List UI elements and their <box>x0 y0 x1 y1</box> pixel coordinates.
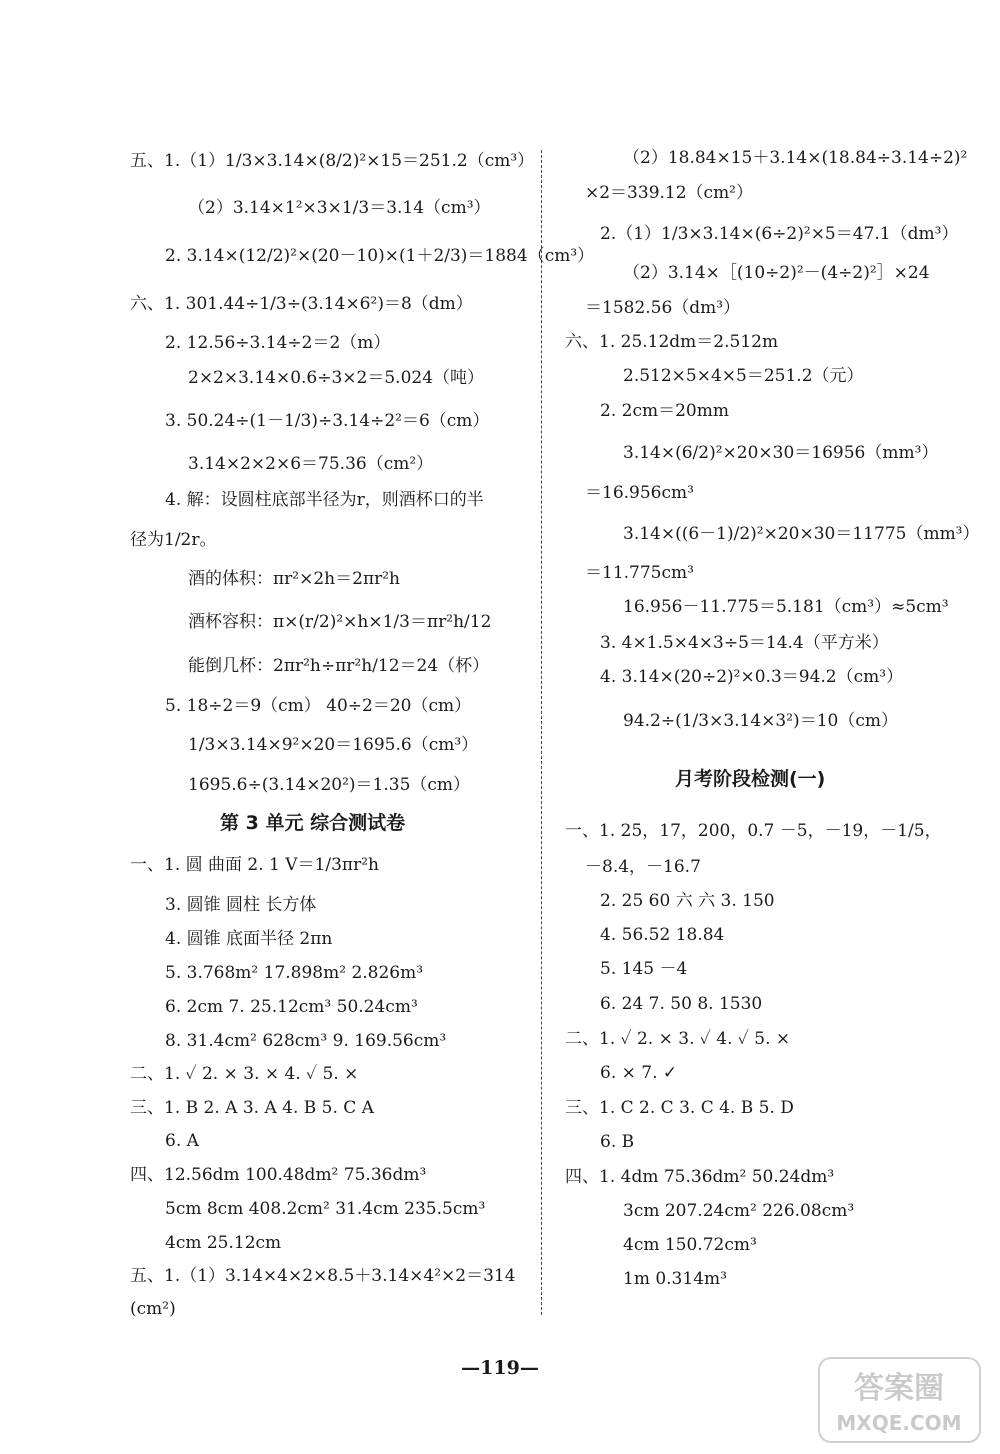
right-line: 2.512×5×4×5＝251.2（元） <box>623 366 864 386</box>
left-line: (cm²) <box>130 1299 176 1319</box>
section-title: 月考阶段检测(一) <box>675 768 826 790</box>
left-line: 能倒几杯：2πr²h÷πr²h/12＝24（杯） <box>188 656 490 676</box>
watermark-domain: MXQE.COM <box>836 1411 962 1435</box>
left-line: 径为1/2r。 <box>130 530 217 550</box>
left-line: 三、1. B 2. A 3. A 4. B 5. C A <box>130 1098 374 1118</box>
left-line: 四、12.56dm 100.48dm² 75.36dm³ <box>130 1165 427 1185</box>
right-line: 4cm 150.72cm³ <box>623 1235 757 1255</box>
right-line: 四、1. 4dm 75.36dm² 50.24dm³ <box>565 1167 835 1187</box>
left-line: 5. 3.768m² 17.898m² 2.826m³ <box>165 963 424 983</box>
left-line: 五、1.（1）1/3×3.14×(8/2)²×15＝251.2（cm³） <box>130 151 535 171</box>
right-line: 3cm 207.24cm² 226.08cm³ <box>623 1201 855 1221</box>
right-line: 1m 0.314m³ <box>623 1269 727 1289</box>
right-line: （2）3.14×［(10÷2)²－(4÷2)²］×24 <box>623 263 930 283</box>
right-line: 2. 25 60 六 六 3. 150 <box>600 891 775 911</box>
right-line: 三、1. C 2. C 3. C 4. B 5. D <box>565 1098 794 1118</box>
right-line: ＝16.956cm³ <box>585 483 694 503</box>
left-line: 2×2×3.14×0.6÷3×2＝5.024（吨） <box>188 368 485 388</box>
left-line: 4cm 25.12cm <box>165 1233 282 1253</box>
right-line: 94.2÷(1/3×3.14×3²)＝10（cm） <box>623 711 898 731</box>
watermark-title: 答案圈 <box>854 1371 944 1406</box>
left-line: 一、1. 圆 曲面 2. 1 V＝1/3πr²h <box>130 855 379 875</box>
page-number: —119— <box>461 1357 539 1379</box>
right-line: 4. 56.52 18.84 <box>600 925 725 945</box>
left-line: 3.14×2×2×6＝75.36（cm²） <box>188 454 434 474</box>
watermark-logo <box>817 1354 982 1446</box>
left-line: 5. 18÷2＝9（cm） 40÷2＝20（cm） <box>165 696 472 716</box>
right-line: 6. B <box>600 1132 635 1152</box>
left-line: 六、1. 301.44÷1/3÷(3.14×6²)＝8（dm） <box>130 294 473 314</box>
right-line: 3. 4×1.5×4×3÷5＝14.4（平方米） <box>600 633 889 653</box>
right-line: 4. 3.14×(20÷2)²×0.3＝94.2（cm³） <box>600 667 904 687</box>
left-line: 6. A <box>165 1131 199 1151</box>
column-divider <box>541 150 542 1315</box>
right-line: 3.14×(6/2)²×20×30＝16956（mm³） <box>623 443 939 463</box>
right-line: 6. 24 7. 50 8. 1530 <box>600 994 763 1014</box>
left-line: 3. 圆锥 圆柱 长方体 <box>165 895 317 915</box>
left-line: 1/3×3.14×9²×20＝1695.6（cm³） <box>188 735 479 755</box>
left-line: 4. 圆锥 底面半径 2πn <box>165 929 333 949</box>
right-line: 二、1. ✓ 2. × 3. ✓ 4. ✓ 5. × <box>565 1029 791 1049</box>
right-line: 3.14×((6－1)/2)²×20×30＝11775（mm³） <box>623 524 980 544</box>
right-line: 2. 2cm＝20mm <box>600 401 729 421</box>
right-line: ＝11.775cm³ <box>585 563 694 583</box>
left-line: 1695.6÷(3.14×20²)＝1.35（cm） <box>188 775 471 795</box>
right-line: 16.956－11.775＝5.181（cm³）≈5cm³ <box>623 597 949 617</box>
right-line: －8.4，－16.7 <box>585 857 701 877</box>
left-line: 二、1. ✓ 2. × 3. × 4. ✓ 5. × <box>130 1064 359 1084</box>
left-line: 8. 31.4cm² 628cm³ 9. 169.56cm³ <box>165 1031 447 1051</box>
left-line: （2）3.14×1²×3×1/3＝3.14（cm³） <box>188 198 491 218</box>
left-line: 酒杯容积：π×(r/2)²×h×1/3＝πr²h/12 <box>188 612 492 632</box>
right-line: （2）18.84×15＋3.14×(18.84÷3.14÷2)² <box>623 148 968 168</box>
right-line: 2.（1）1/3×3.14×(6÷2)²×5＝47.1（dm³） <box>600 224 959 244</box>
left-line: 3. 50.24÷(1－1/3)÷3.14÷2²＝6（cm） <box>165 411 490 431</box>
right-line: 5. 145 －4 <box>600 959 688 979</box>
left-line: 5cm 8cm 408.2cm² 31.4cm 235.5cm³ <box>165 1199 486 1219</box>
left-line: 4. 解：设圆柱底部半径为r，则酒杯口的半 <box>165 490 484 510</box>
right-line: ＝1582.56（dm³） <box>585 298 741 318</box>
left-line: 6. 2cm 7. 25.12cm³ 50.24cm³ <box>165 997 418 1017</box>
right-line: 一、1. 25，17，200，0.7 －5，－19，－1/5， <box>565 821 942 841</box>
left-line: 五、1.（1）3.14×4×2×8.5＋3.14×4²×2＝314 <box>130 1266 516 1286</box>
right-line: 6. × 7. ✓ <box>600 1063 678 1083</box>
right-line: ×2＝339.12（cm²） <box>585 183 753 203</box>
section-title: 第 3 单元 综合测试卷 <box>220 812 406 834</box>
left-line: 2. 3.14×(12/2)²×(20－10)×(1＋2/3)＝1884（cm³） <box>165 246 595 266</box>
left-line: 酒的体积：πr²×2h＝2πr²h <box>188 569 401 589</box>
right-line: 六、1. 25.12dm＝2.512m <box>565 332 779 352</box>
left-line: 2. 12.56÷3.14÷2＝2（m） <box>165 333 391 353</box>
